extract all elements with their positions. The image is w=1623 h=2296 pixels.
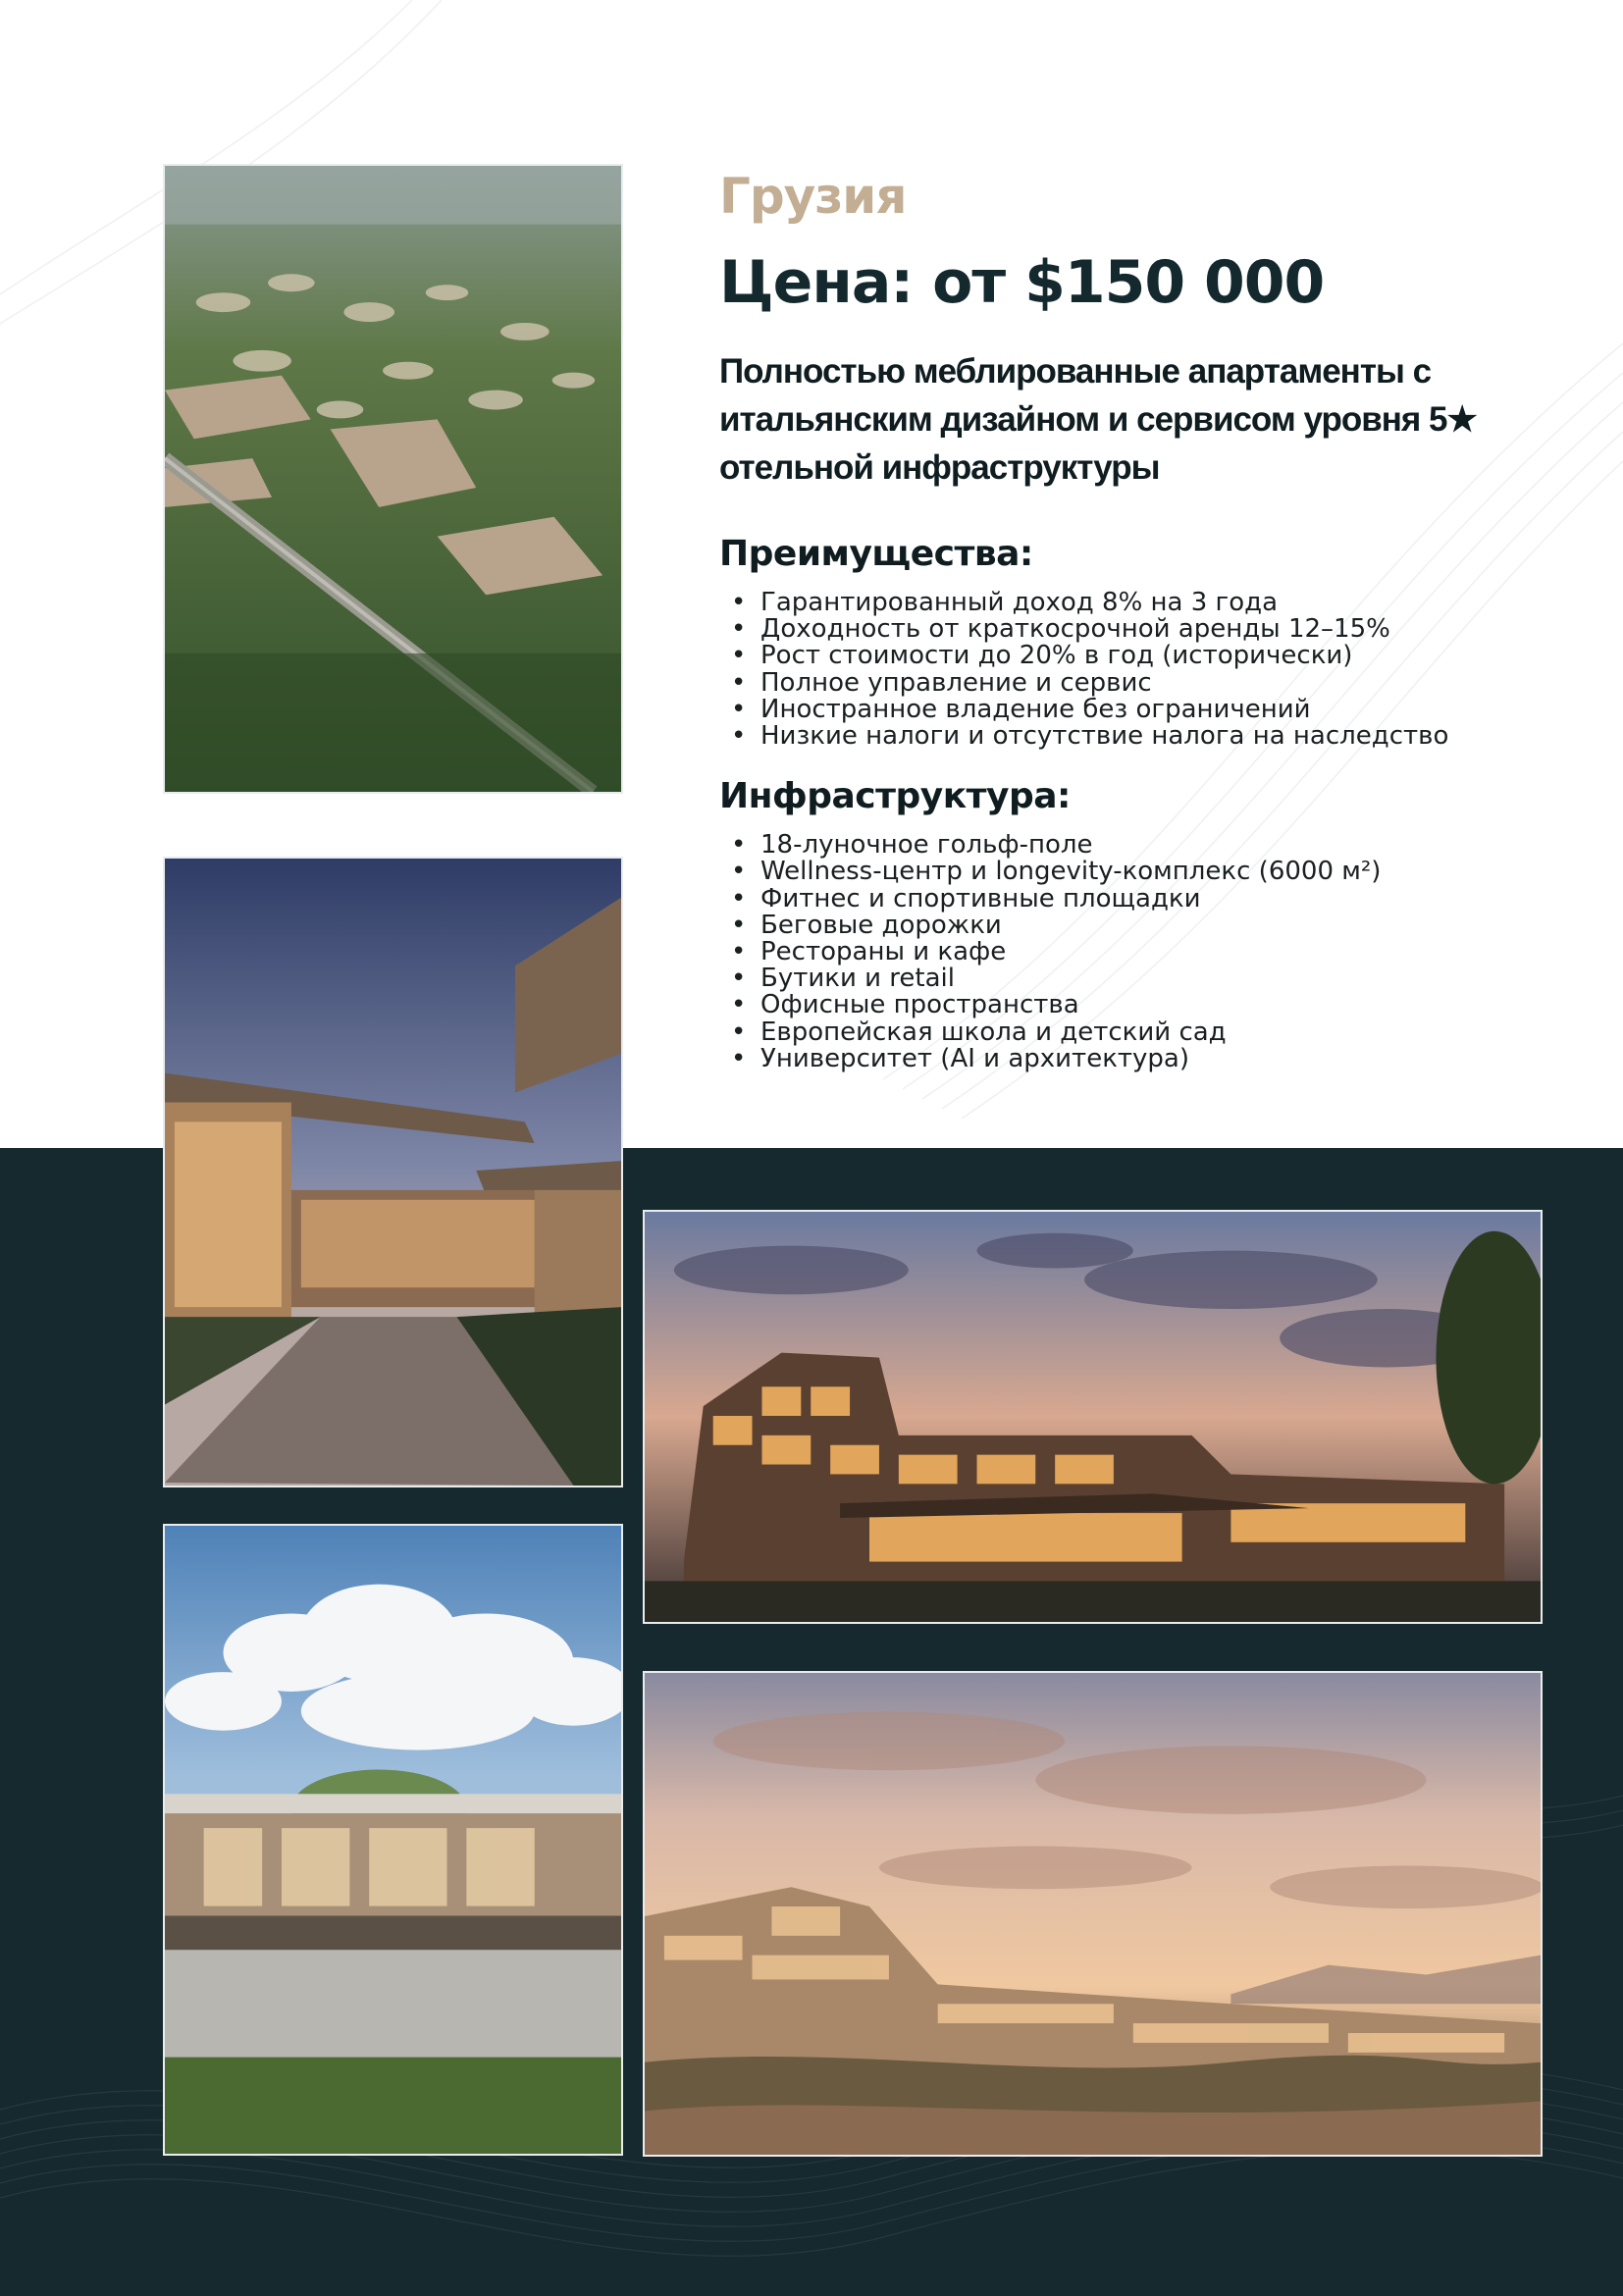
list-item: • 18-луночное гольф-поле — [731, 832, 1583, 859]
aerial-resort-photo — [163, 164, 623, 794]
list-item: • Бутики и retail — [731, 965, 1583, 992]
list-item: • Фитнес и спортивные площадки — [731, 886, 1583, 913]
country-title: Грузия — [719, 168, 907, 225]
evening-walkway-photo — [163, 857, 623, 1487]
list-item: • Рост стоимости до 20% в год (исторически) — [731, 643, 1583, 669]
price-heading: Цена: от $150 000 — [719, 248, 1325, 317]
list-item: • Рестораны и кафе — [731, 939, 1583, 965]
list-item: • Полное управление и сервис — [731, 670, 1583, 697]
list-item: • Беговые дорожки — [731, 913, 1583, 939]
list-item: • Офисные пространства — [731, 992, 1583, 1018]
list-item: • Европейская школа и детский сад — [731, 1019, 1583, 1046]
infrastructure-list — [719, 832, 1583, 1072]
sunset-terraces-photo — [643, 1671, 1543, 2157]
list-item: • Низкие налоги и отсутствие налога на наследство — [731, 723, 1583, 750]
infrastructure-heading: Инфраструктура: — [719, 776, 1071, 817]
daytime-building-photo — [163, 1524, 623, 2156]
list-item: • Гарантированный доход 8% на 3 года — [731, 590, 1583, 616]
sunset-building-photo — [643, 1210, 1543, 1624]
lead-description: Полностью меблированные апартаменты с итальянским дизайном и сервисом уровня 5★ отельной инфраструктуры — [719, 352, 1477, 487]
text-column — [719, 167, 1583, 1072]
list-item: • Wellness-центр и longevity-комплекс (6000 м²) — [731, 859, 1583, 885]
list-item: • Доходность от краткосрочной аренды 12–15% — [731, 616, 1583, 643]
list-item: • Иностранное владение без ограничений — [731, 697, 1583, 723]
advantages-heading: Преимущества: — [719, 534, 1033, 574]
list-item: • Университет (AI и архитектура) — [731, 1046, 1583, 1072]
advantages-list — [719, 590, 1583, 750]
